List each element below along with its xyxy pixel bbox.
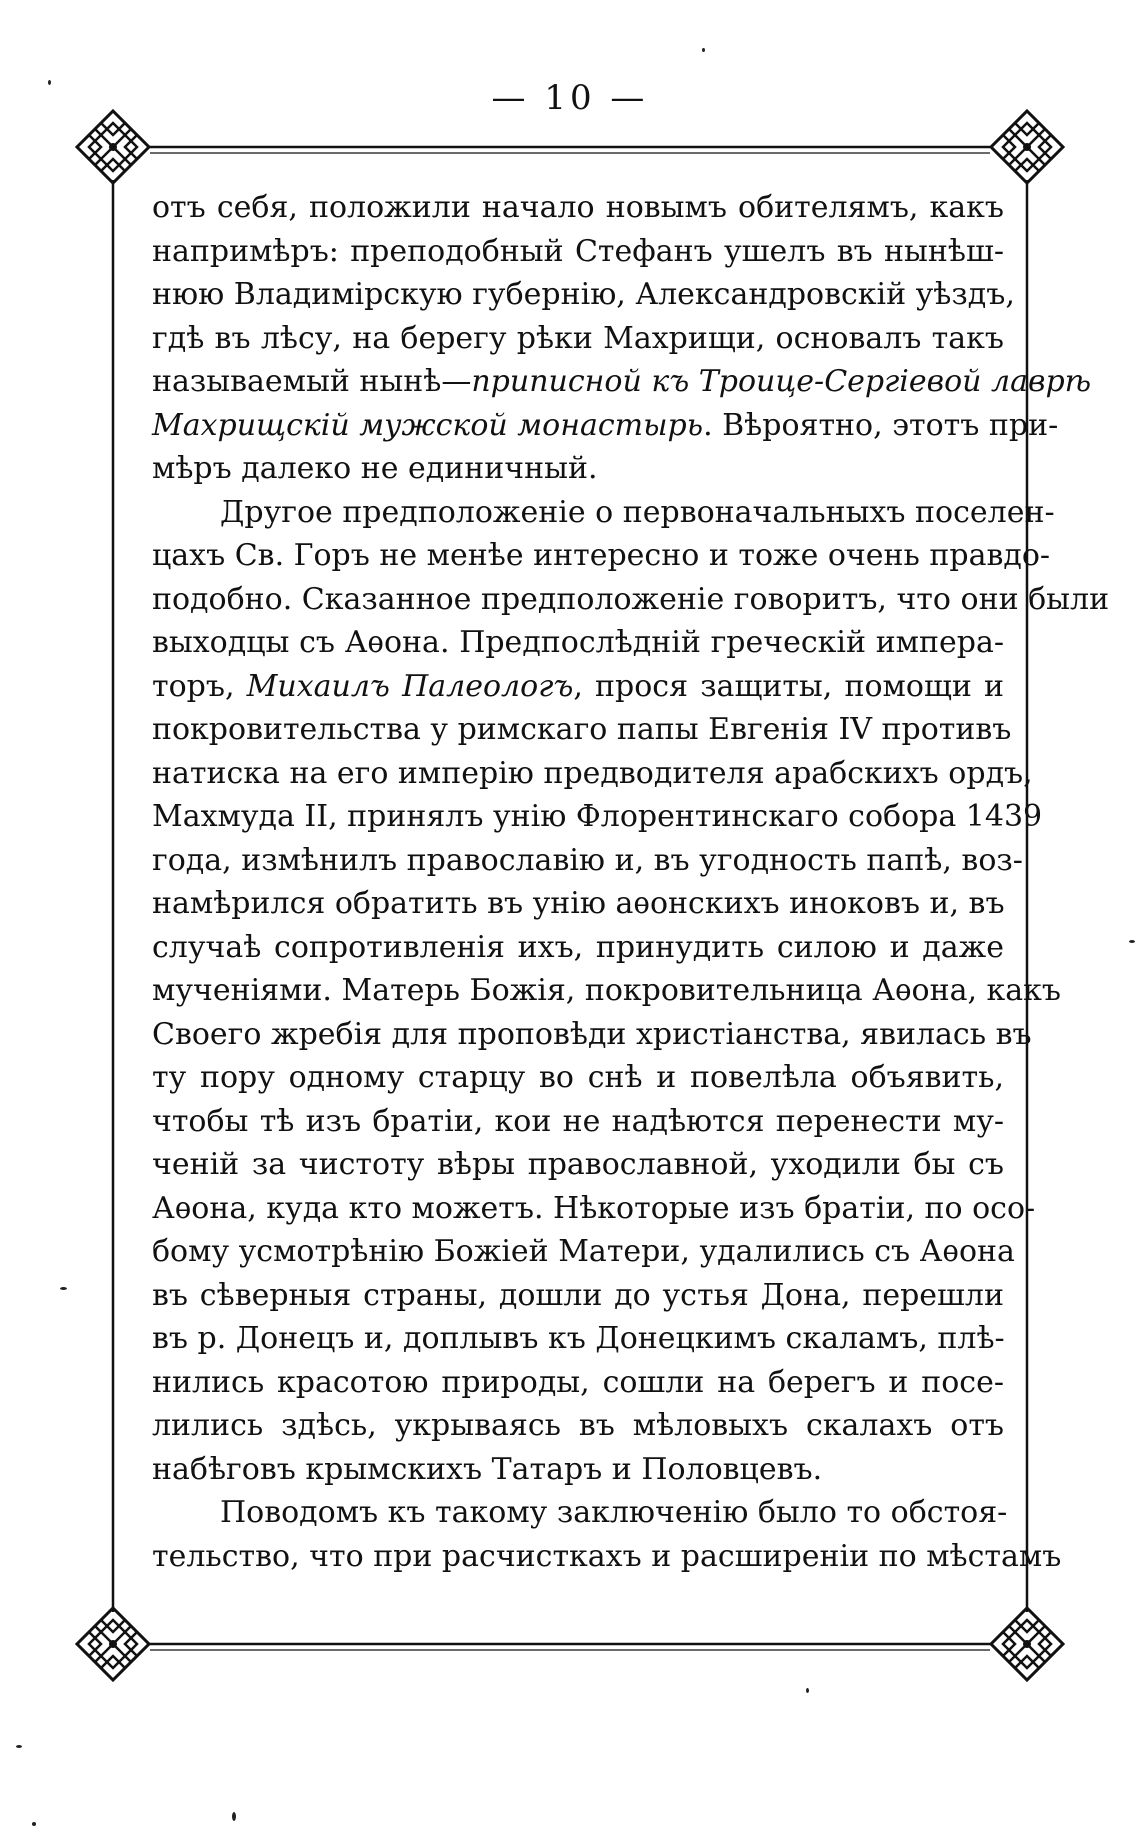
text-run: нюю Владимірскую губернію, Александровскій уѣздъ, — [152, 277, 1015, 312]
text-run: . Вѣроятно, этотъ при- — [703, 407, 1059, 443]
text-line — [152, 447, 1004, 491]
text-line — [152, 1056, 1004, 1100]
text-line — [152, 317, 1004, 361]
text-run: цахъ Св. Горъ не менѣе интересно и тоже очень правдо- — [152, 538, 1051, 573]
text-run: случаѣ сопротивленія ихъ, принудить силою и даже — [152, 929, 1004, 965]
text-line — [152, 273, 1015, 317]
text-run: въ сѣверныя страны, дошли до устья Дона, перешли — [152, 1277, 1004, 1313]
text-line — [152, 1404, 1004, 1448]
text-run: натиска на его имперію предводителя арабскихъ ордъ, — [152, 755, 1033, 791]
text-run: торъ, — [152, 668, 247, 704]
text-run: отъ себя, положили начало новымъ обителямъ, какъ — [152, 190, 1004, 225]
text-run: Махмуда II, принялъ унію Флорентинскаго собора 1439 — [152, 799, 1043, 834]
body-text — [152, 186, 1110, 1578]
scan-speck — [806, 1688, 809, 1693]
text-line — [152, 1274, 1004, 1318]
text-line — [152, 882, 1004, 926]
text-line — [152, 1100, 1004, 1144]
knot-ornament-icon — [77, 1608, 149, 1680]
text-line — [152, 665, 1004, 709]
text-run: называемый нынѣ— — [152, 364, 472, 399]
scan-speck — [702, 48, 705, 52]
text-run: выходцы съ Аѳона. Предпослѣдній греческій импера- — [152, 625, 1004, 660]
page-number: — 10 — — [491, 78, 649, 118]
text-run: Другое предположеніе о первоначальныхъ поселен- — [220, 494, 1055, 530]
text-run: покровительства у римскаго папы Евгенія IV противъ — [152, 712, 1012, 747]
knot-ornament-icon — [991, 111, 1063, 183]
text-run: подобно. Сказанное предположеніе говоритъ, что они были — [152, 581, 1110, 617]
scan-speck — [1129, 940, 1135, 943]
text-line — [152, 360, 1092, 404]
text-run: мѣръ далеко не единичный. — [152, 451, 598, 486]
text-run: мученіями. Матерь Божія, покровительница Аѳона, какъ — [152, 973, 1061, 1008]
scan-speck — [32, 1822, 36, 1826]
text-line — [152, 1230, 1015, 1274]
text-line — [152, 1187, 1036, 1231]
italic-text-run: приписной къ Троице-Сергіевой лаврѣ — [471, 364, 1092, 399]
text-line — [152, 1143, 1004, 1187]
text-line — [152, 752, 1033, 796]
scan-speck — [60, 1287, 67, 1290]
text-run: чтобы тѣ изъ братіи, кои не надѣются перенести му- — [152, 1103, 1004, 1139]
text-run: въ р. Донецъ и, доплывъ къ Донецкимъ скаламъ, плѣ- — [152, 1321, 1005, 1356]
text-run: бому усмотрѣнію Божіей Матери, удалились съ Аѳона — [152, 1234, 1015, 1269]
text-line — [152, 708, 1012, 752]
text-line — [152, 795, 1043, 839]
text-run: года, измѣнилъ православію и, въ угодность папѣ, воз- — [152, 842, 1023, 878]
text-run: ченій за чистоту вѣры православной, уходили бы съ — [152, 1147, 1004, 1182]
scan-speck — [16, 1745, 22, 1748]
text-line — [152, 621, 1004, 665]
knot-ornament-icon — [77, 111, 149, 183]
scan-speck — [48, 80, 51, 85]
text-run: , прося защиты, помощи и — [573, 668, 1004, 704]
text-run: нились красотою природы, сошли на берегъ и посе- — [152, 1364, 1004, 1400]
text-line — [152, 491, 1055, 535]
text-line — [152, 1013, 1032, 1057]
text-run: Поводомъ къ такому заключенію было то обстоя- — [220, 1495, 1008, 1530]
knot-ornament-icon — [991, 1608, 1063, 1680]
text-line — [152, 926, 1004, 970]
text-line — [152, 230, 1004, 274]
text-line — [152, 1535, 1062, 1579]
text-line — [152, 969, 1061, 1013]
text-line — [152, 1491, 1008, 1535]
italic-text-run: Михаилъ Палеологъ — [246, 668, 574, 704]
text-run: Аѳона, куда кто можетъ. Нѣкоторые изъ братіи, по осо- — [152, 1190, 1036, 1226]
text-run: намѣрился обратить въ унію аѳонскихъ иноковъ и, въ — [152, 886, 1005, 921]
text-line — [152, 404, 1059, 448]
text-run: гдѣ въ лѣсу, на берегу рѣки Махрищи, основалъ такъ — [152, 320, 1004, 356]
text-run: тельство, что при расчисткахъ и расширеніи по мѣстамъ — [152, 1538, 1062, 1574]
text-line — [152, 578, 1110, 622]
text-line — [152, 534, 1051, 578]
text-run: Своего жребія для проповѣди христіанства, явилась въ — [152, 1016, 1032, 1052]
text-run: лились здѣсь, укрываясь въ мѣловыхъ скалахъ отъ — [152, 1408, 1004, 1443]
text-line — [152, 1317, 1004, 1361]
text-run: набѣговъ крымскихъ Татаръ и Половцевъ. — [152, 1451, 823, 1487]
scan-speck — [232, 1812, 236, 1821]
text-run: напримѣръ: преподобный Стефанъ ушелъ въ нынѣш- — [152, 233, 1004, 269]
text-line — [152, 1448, 1004, 1492]
text-line — [152, 186, 1004, 230]
text-line — [152, 1361, 1004, 1405]
text-line — [152, 839, 1023, 883]
text-run: ту пору одному старцу во снѣ и повелѣла объявить, — [152, 1060, 1004, 1095]
italic-text-run: Махрищскій мужской монастырь — [152, 407, 704, 443]
